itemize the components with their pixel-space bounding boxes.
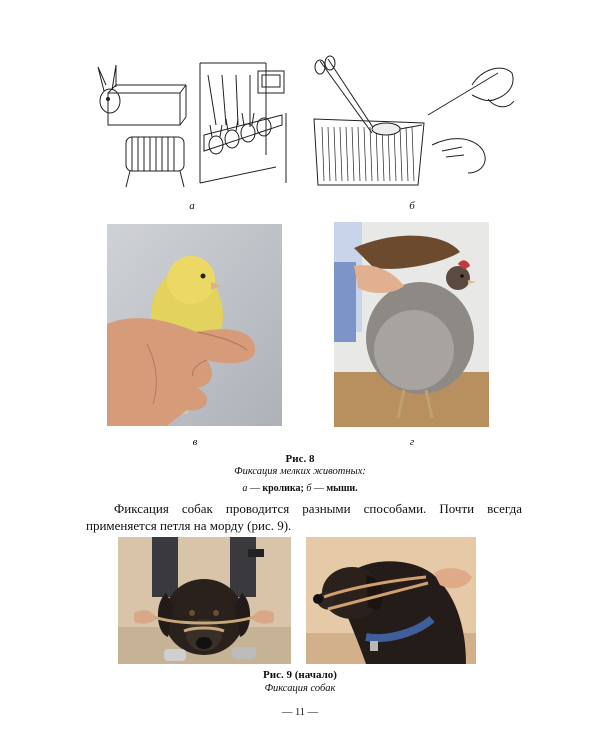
figure-9-title: Рис. 9 (начало) <box>263 669 337 681</box>
figure-8b-mouse-drawing <box>312 55 518 195</box>
figure-9-dog-side-photo <box>306 537 476 664</box>
figure-8v-label: в <box>192 436 198 448</box>
figure-8-legend: а — кролика; б — мыши. <box>242 483 358 494</box>
legend-key-b: б <box>306 483 312 494</box>
legend-text-b: мыши. <box>326 483 358 494</box>
figure-8g-label: г <box>409 436 415 448</box>
figure-8b-label: б <box>409 200 415 212</box>
page-number: — 11 — <box>281 707 319 718</box>
figure-8g-chicken-photo <box>334 222 489 427</box>
figure-8a-rabbit-drawing <box>86 55 294 195</box>
legend-text-a: кролика; <box>262 483 304 494</box>
figure-8-title: Рис. 8 <box>285 453 315 465</box>
figure-8-subtitle: Фиксация мелких животных: <box>234 466 366 477</box>
legend-key-a: а <box>242 483 248 494</box>
figure-9-dog-front-photo <box>118 537 291 664</box>
figure-9-subtitle: Фиксация собак <box>264 683 336 694</box>
figure-8a-label: а <box>189 200 195 212</box>
figure-8v-canary-photo <box>107 224 282 426</box>
body-paragraph: Фиксация собак проводится разными способами. Почти всегда применяется петля на морду (рис. 9). <box>86 501 522 533</box>
